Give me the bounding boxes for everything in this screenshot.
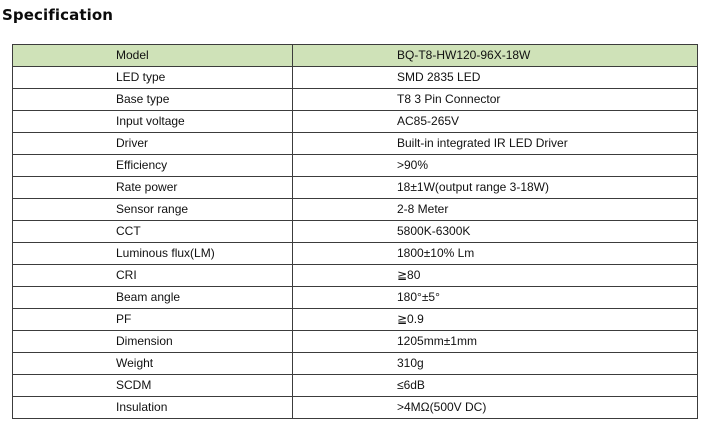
row-label: CRI <box>13 265 293 287</box>
row-value: ≧0.9 <box>293 309 698 331</box>
row-value: Built-in integrated IR LED Driver <box>293 133 698 155</box>
row-label: CCT <box>13 221 293 243</box>
table-row <box>13 133 698 155</box>
row-value: SMD 2835 LED <box>293 67 698 89</box>
table-row <box>13 177 698 199</box>
table-row <box>13 155 698 177</box>
row-label: Base type <box>13 89 293 111</box>
table-row <box>13 89 698 111</box>
table-row <box>13 287 698 309</box>
row-label: Beam angle <box>13 287 293 309</box>
row-label: Input voltage <box>13 111 293 133</box>
row-value: >4MΩ(500V DC) <box>293 397 698 419</box>
row-value: T8 3 Pin Connector <box>293 89 698 111</box>
row-value: 1205mm±1mm <box>293 331 698 353</box>
row-label: SCDM <box>13 375 293 397</box>
row-label: Luminous flux(LM) <box>13 243 293 265</box>
table-row <box>13 111 698 133</box>
page-title: Specification <box>2 6 114 24</box>
table-row <box>13 221 698 243</box>
row-label: Driver <box>13 133 293 155</box>
row-label: Dimension <box>13 331 293 353</box>
table-row <box>13 353 698 375</box>
row-value: AC85-265V <box>293 111 698 133</box>
header-value-cell: BQ-T8-HW120-96X-18W <box>293 45 698 67</box>
table-row <box>13 265 698 287</box>
row-value: 1800±10% Lm <box>293 243 698 265</box>
row-label: Weight <box>13 353 293 375</box>
row-value: 310g <box>293 353 698 375</box>
table-row <box>13 309 698 331</box>
header-label-cell: Model <box>13 45 293 67</box>
specification-table <box>12 44 698 419</box>
row-value: 180°±5° <box>293 287 698 309</box>
row-label: Efficiency <box>13 155 293 177</box>
row-value: 5800K-6300K <box>293 221 698 243</box>
table-row <box>13 67 698 89</box>
row-value: ≤6dB <box>293 375 698 397</box>
row-label: Rate power <box>13 177 293 199</box>
table-row <box>13 397 698 419</box>
row-value: 2-8 Meter <box>293 199 698 221</box>
table-row <box>13 375 698 397</box>
table-row <box>13 199 698 221</box>
table-row <box>13 243 698 265</box>
table-row <box>13 331 698 353</box>
row-value: 18±1W(output range 3-18W) <box>293 177 698 199</box>
row-label: Insulation <box>13 397 293 419</box>
row-label: LED type <box>13 67 293 89</box>
table-header-row <box>13 45 698 67</box>
row-value: >90% <box>293 155 698 177</box>
row-label: Sensor range <box>13 199 293 221</box>
row-value: ≧80 <box>293 265 698 287</box>
row-label: PF <box>13 309 293 331</box>
